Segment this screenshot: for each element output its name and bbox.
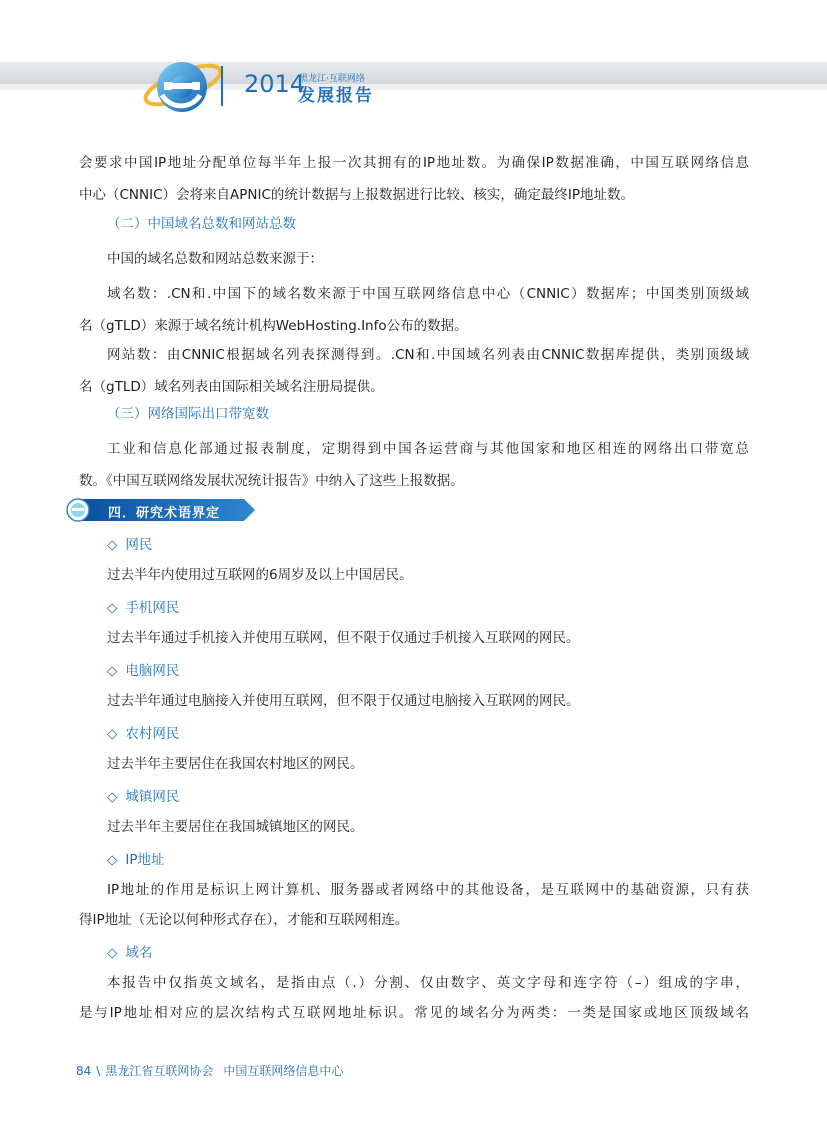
term-name: 网民 (125, 537, 153, 553)
paragraph-4-line-2: 名（gTLD）域名列表由国际相关域名注册局提供。 (79, 379, 384, 395)
header-divider (221, 66, 223, 106)
term-pc-netizen (107, 659, 179, 679)
ie-logo-icon (138, 45, 228, 125)
paragraph-4-line-1: 网站数：由CNNIC根据域名列表探测得到。.CN和.中国域名列表由CNNIC数据库提供，类别顶级域 (107, 347, 749, 363)
diamond-icon: ◇ (107, 789, 118, 805)
term-rural-netizen (107, 722, 179, 742)
header-band (0, 62, 827, 84)
page-footer (76, 1062, 343, 1079)
footer-separator: \ (96, 1064, 101, 1078)
term-definition: 过去半年主要居住在我国农村地区的网民。 (107, 756, 364, 772)
term-urban-netizen (107, 785, 179, 805)
term-definition: 过去半年内使用过互联网的6周岁及以上中国居民。 (107, 567, 413, 583)
page-number: 84 (76, 1064, 92, 1078)
diamond-icon: ◇ (107, 537, 118, 553)
paragraph-1-line-2: 中心（CNNIC）会将来自APNIC的统计数据与上报数据进行比较、核实，确定最终IP地址数。 (79, 187, 635, 203)
term-name: 电脑网民 (125, 663, 180, 679)
paragraph-2: 中国的域名总数和网站总数来源于： (107, 251, 323, 267)
footer-org-2: 中国互联网络信息中心 (223, 1064, 344, 1078)
subheading-bandwidth: （三）网络国际出口带宽数 (107, 406, 269, 422)
header-band-shadow (0, 84, 827, 90)
paragraph-5-line-1: 工业和信息化部通过报表制度，定期得到中国各运营商与其他国家和地区相连的网络出口带宽总 (107, 441, 749, 457)
term-mobile-netizen (107, 596, 179, 616)
term-netizen (107, 533, 152, 553)
term-name: 手机网民 (125, 600, 180, 616)
section-4-title: 四．研究术语界定 (108, 506, 221, 521)
term-name: 城镇网民 (125, 789, 180, 805)
diamond-icon: ◇ (107, 852, 118, 868)
paragraph-3-line-2: 名（gTLD）来源于域名统计机构WebHosting.Info公布的数据。 (79, 318, 468, 334)
paragraph-5-line-2: 数。《中国互联网络发展状况统计报告》中纳入了这些上报数据。 (79, 473, 464, 489)
term-definition: 过去半年通过手机接入并使用互联网，但不限于仅通过手机接入互联网的网民。 (107, 630, 580, 646)
term-definition-line-1: 本报告中仅指英文域名，是指由点（.）分割、仅由数字、英文字母和连字符（–）组成的字串， (107, 975, 749, 991)
paragraph-3-line-1: 域名数：.CN和.中国下的域名数来源于中国互联网络信息中心（CNNIC）数据库；中国类别顶级域 (107, 286, 749, 302)
term-definition-line-2: 是与IP地址相对应的层次结构式互联网地址标识。常见的域名分为两类：一类是国家或地区顶级域名 (79, 1005, 749, 1021)
term-ip-address (107, 848, 165, 868)
term-definition-line-2: 得IP地址（无论以何种形式存在），才能和互联网相连。 (79, 912, 409, 928)
term-name: 域名 (125, 945, 153, 961)
diamond-icon: ◇ (107, 945, 118, 961)
diamond-icon: ◇ (107, 663, 118, 679)
paragraph-1-line-1: 会要求中国IP地址分配单位每半年上报一次其拥有的IP地址数。为确保IP数据准确，中国互联网络信息 (79, 155, 749, 171)
term-name: IP地址 (125, 852, 165, 868)
diamond-icon: ◇ (107, 726, 118, 742)
header-year: 2014 (244, 70, 306, 98)
term-definition: 过去半年通过电脑接入并使用互联网，但不限于仅通过电脑接入互联网的网民。 (107, 693, 580, 709)
diamond-icon: ◇ (107, 600, 118, 616)
subheading-domain-website-count: （二）中国域名总数和网站总数 (107, 216, 296, 232)
term-name: 农村网民 (125, 726, 180, 742)
header-title: 发展报告 (298, 86, 374, 106)
term-definition: 过去半年主要居住在我国城镇地区的网民。 (107, 819, 364, 835)
footer-org-1: 黑龙江省互联网协会 (105, 1064, 214, 1078)
term-domain-name (107, 941, 152, 961)
header-subtitle: 黑龙江·互联网络 (299, 74, 365, 84)
term-definition-line-1: IP地址的作用是标识上网计算机、服务器或者网络中的其他设备，是互联网中的基础资源，只有获 (107, 882, 749, 898)
